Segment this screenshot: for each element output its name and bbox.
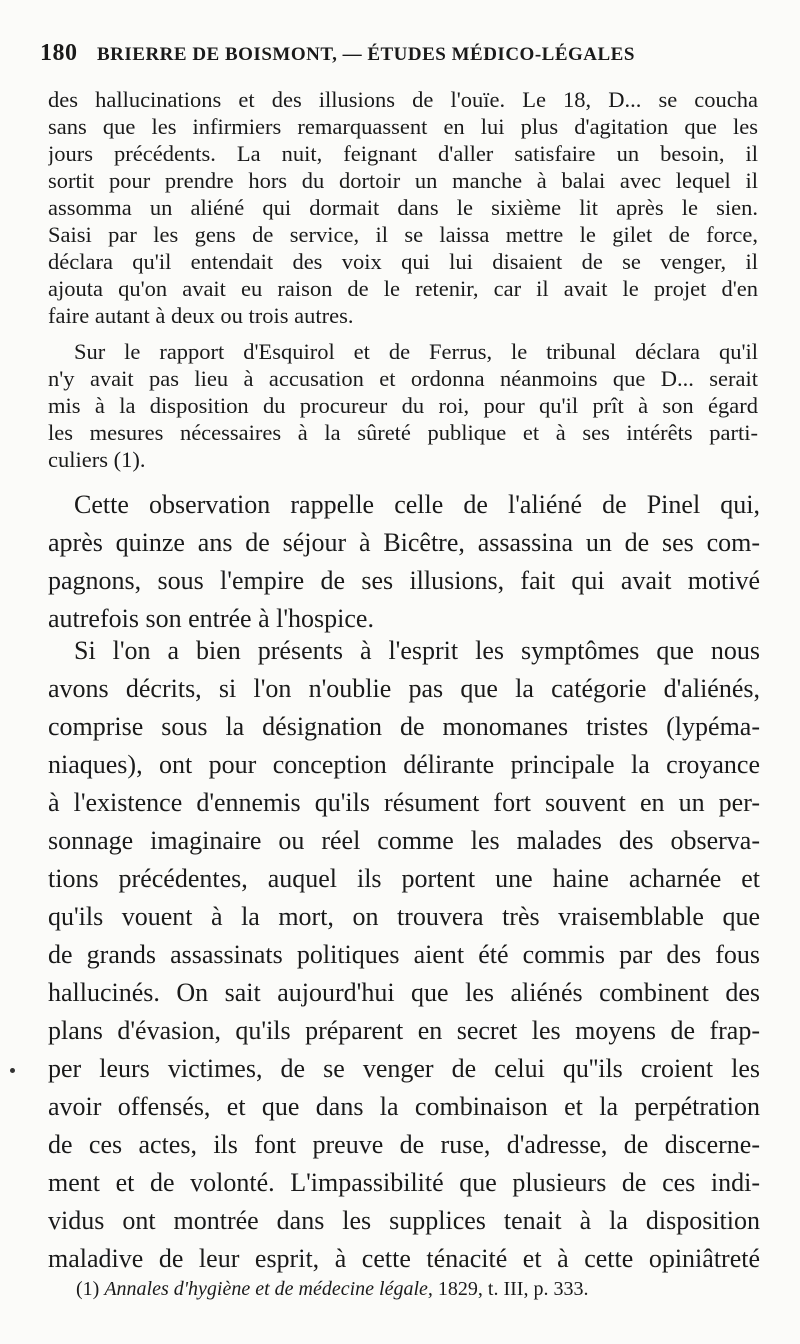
- text-line: vidus ont montrée dans les supplices tenait à la disposition: [48, 1206, 760, 1235]
- text-line: avoir offensés, et que dans la combinaison et la perpétration: [48, 1092, 760, 1121]
- text-line: sans que les infirmiers remarquassent en lui plus d'agitation que les: [48, 114, 758, 139]
- running-title: BRIERRE DE BOISMONT, — ÉTUDES MÉDICO-LÉGALES: [97, 44, 635, 65]
- text-line: sortit pour prendre hors du dortoir un manche à balai avec lequel il: [48, 168, 758, 193]
- text-line: Saisi par les gens de service, il se laissa mettre le gilet de force,: [48, 222, 758, 247]
- text-line: pagnons, sous l'empire de ses illusions, fait qui avait motivé: [48, 566, 760, 595]
- text-line: per leurs victimes, de se venger de celui qu''ils croient les: [48, 1054, 760, 1083]
- text-line: faire autant à deux ou trois autres.: [48, 303, 354, 328]
- text-line: mis à la disposition du procureur du roi, pour qu'il prît à son égard: [48, 393, 758, 418]
- text-line: Sur le rapport d'Esquirol et de Ferrus, le tribunal déclara qu'il: [74, 339, 758, 364]
- text-line: niaques), ont pour conception délirante principale la croyance: [48, 750, 760, 779]
- text-line: Cette observation rappelle celle de l'aliéné de Pinel qui,: [74, 490, 760, 519]
- text-line: hallucinés. On sait aujourd'hui que les aliénés combinent des: [48, 978, 760, 1007]
- text-line: plans d'évasion, qu'ils préparent en secret les moyens de frap-: [48, 1016, 760, 1045]
- text-line: autrefois son entrée à l'hospice.: [48, 604, 374, 633]
- text-line: déclara qu'il entendait des voix qui lui disaient de se venger, il: [48, 249, 758, 274]
- footnote: [76, 1278, 588, 1301]
- ink-speck: [10, 1068, 15, 1073]
- text-line: Si l'on a bien présents à l'esprit les symptômes que nous: [74, 636, 760, 665]
- page-header: [40, 40, 760, 72]
- text-line: les mesures nécessaires à la sûreté publique et à ses intérêts parti-: [48, 420, 758, 445]
- text-line: n'y avait pas lieu à accusation et ordonna néanmoins que D... serait: [48, 366, 758, 391]
- text-line: jours précédents. La nuit, feignant d'aller satisfaire un besoin, il: [48, 141, 758, 166]
- text-line: ment et de volonté. L'impassibilité que plusieurs de ces indi-: [48, 1168, 760, 1197]
- text-line: assomma un aliéné qui dormait dans le sixième lit après le sien.: [48, 195, 758, 220]
- text-line: sonnage imaginaire ou réel comme les malades des observa-: [48, 826, 760, 855]
- page-number: 180: [40, 40, 78, 66]
- text-line: ajouta qu'on avait eu raison de le retenir, car il avait le projet d'en: [48, 276, 758, 301]
- text-line: comprise sous la désignation de monomanes tristes (lypéma-: [48, 712, 760, 741]
- text-line: avons décrits, si l'on n'oublie pas que la catégorie d'aliénés,: [48, 674, 760, 703]
- text-line: des hallucinations et des illusions de l'ouïe. Le 18, D... se coucha: [48, 87, 758, 112]
- text-line: à l'existence d'ennemis qu'ils résument fort souvent en un per-: [48, 788, 760, 817]
- text-line: culiers (1).: [48, 447, 146, 472]
- text-line: tions précédentes, auquel ils portent une haine acharnée et: [48, 864, 760, 893]
- text-line: après quinze ans de séjour à Bicêtre, assassina un de ses com-: [48, 528, 760, 557]
- text-line: de ces actes, ils font preuve de ruse, d'adresse, de discerne-: [48, 1130, 760, 1159]
- footnote-title: Annales d'hygiène et de médecine légale,: [104, 1278, 433, 1300]
- footnote-reference: 1829, t. III, p. 333.: [437, 1278, 589, 1300]
- text-line: qu'ils vouent à la mort, on trouvera très vraisemblable que: [48, 902, 760, 931]
- text-line: maladive de leur esprit, à cette ténacité et à cette opiniâtreté: [48, 1244, 760, 1273]
- text-line: de grands assassinats politiques aient été commis par des fous: [48, 940, 760, 969]
- footnote-marker: (1): [76, 1278, 100, 1300]
